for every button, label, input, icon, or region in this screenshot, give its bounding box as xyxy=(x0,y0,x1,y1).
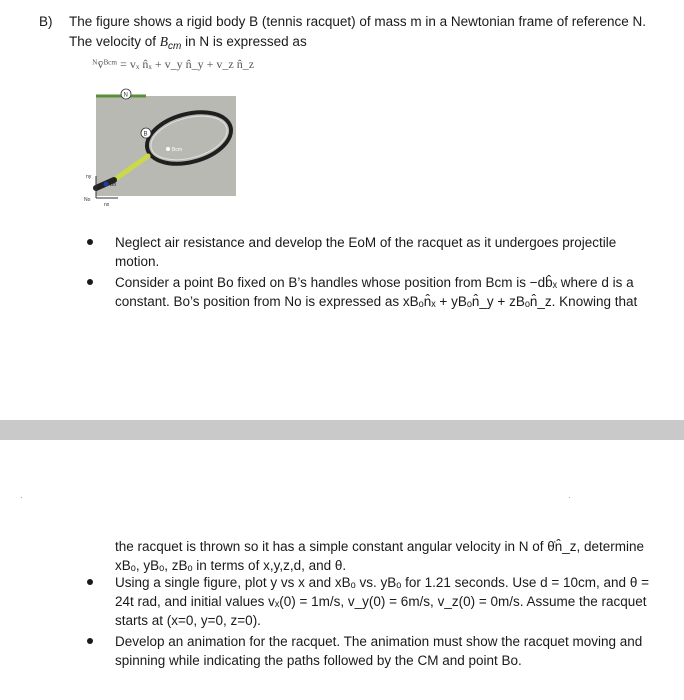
scan-mark: · xyxy=(568,492,571,502)
lower-page xyxy=(0,440,684,700)
racquet-figure xyxy=(66,88,236,208)
list-item: Neglect air resistance and develop the EoM of the racquet as it undergoes projectile motion. xyxy=(87,233,657,271)
scan-mark: · xyxy=(20,492,23,502)
photo-background xyxy=(96,96,236,196)
continuation-text: the racquet is thrown so it has a simple constant angular velocity in N of θ̇n̂_z, determine xBₒ, yBₒ, zBₒ in terms of x,y,z,d, and θ. xyxy=(115,539,645,573)
body-b-label: B xyxy=(143,131,148,138)
axis-x-label: nx xyxy=(104,202,110,208)
list-item: Develop an animation for the racquet. The animation must show the racquet moving and spinning while indicating the paths followed by the CM and point Bo. xyxy=(87,632,657,670)
bo-marker xyxy=(104,182,109,187)
cm-label: Bcm xyxy=(172,147,182,153)
axis-y-label: ny xyxy=(86,174,92,180)
cm-marker xyxy=(166,147,170,151)
bo-label: Bo xyxy=(110,182,117,188)
page-break-band xyxy=(0,420,684,440)
bullet-icon xyxy=(87,239,93,245)
bullet-icon xyxy=(87,638,93,644)
list-item: Consider a point Bo fixed on B’s handles whose position from Bcm is −db̂ₓ where d is a constant. Bo’s position from No is expressed as xBₒn̂ₓ + yBₒn̂_y + zBₒn̂_z. Knowing that xyxy=(87,273,657,311)
bullet-list-bottom xyxy=(87,573,657,672)
list-item: Using a single figure, plot y vs x and xBₒ vs. yBₒ for 1.21 seconds. Use d = 10cm, and θ = 24t rad, and initial values vₓ(0) = 1m/s, v_y(0) = 6m/s, v_z(0) = 0m/s. Assume the racquet starts at (x=0, y=0, z=0). xyxy=(87,573,657,630)
problem-label: B) xyxy=(39,14,53,29)
bullet-list-top xyxy=(87,233,657,313)
velocity-equation: ᴺv̄ᴮᶜᵐ = vₓ n̂ₓ + v_y n̂_y + v_z n̂_z xyxy=(92,57,255,71)
problem-intro xyxy=(39,12,659,57)
intro-line-2: The velocity of $B_{cm}$ in N is expressed as xyxy=(69,34,307,52)
frame-n-label: N xyxy=(123,92,128,99)
bullet-icon xyxy=(87,579,93,585)
bullet-icon xyxy=(87,279,93,285)
intro-line-1: B) The figure shows a rigid body B (tennis racquet) of mass m in a Newtonian frame of reference N. xyxy=(39,12,659,32)
origin-label: No xyxy=(84,197,91,203)
